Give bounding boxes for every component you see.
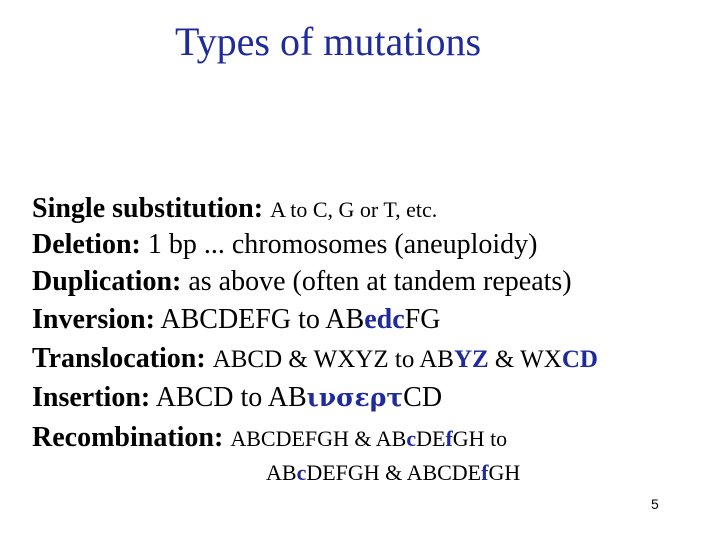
insertion-label: Insertion:: [32, 382, 151, 413]
inversion-highlight: edc: [364, 304, 405, 335]
recombination-line-1: [32, 424, 507, 452]
duplication-line: [32, 268, 572, 296]
deletion-text: 1 bp ... chromosomes (aneuploidy): [147, 229, 538, 260]
insertion-pre: ABCD to AB: [155, 382, 307, 413]
recombination-l2-b: c: [296, 460, 307, 485]
recombination-l1-b: c: [406, 426, 417, 451]
recombination-l2-a: AB: [266, 460, 297, 485]
duplication-text: as above (often at tandem repeats): [188, 266, 572, 297]
substitution-label: Single substitution:: [32, 193, 264, 224]
inversion-post: FG: [404, 304, 441, 335]
translocation-pre: ABCD & WXYZ to AB: [212, 346, 454, 373]
recombination-l1-a: ABCDEFGH & AB: [230, 426, 407, 451]
recombination-l1-c: DE: [416, 426, 446, 451]
translocation-line: [32, 345, 598, 373]
recombination-l2-c: DEFGH & ABCDE: [306, 460, 482, 485]
recombination-l2-e: GH: [488, 460, 521, 485]
translocation-label: Translocation:: [32, 343, 206, 374]
slide-number: 5: [651, 496, 659, 512]
recombination-l2-d: f: [481, 460, 489, 485]
insertion-line: [32, 384, 442, 412]
inversion-line: [32, 306, 440, 334]
translocation-mid: & WX: [488, 346, 562, 373]
inversion-label: Inversion:: [32, 304, 155, 335]
deletion-label: Deletion:: [32, 229, 141, 260]
inversion-pre: ABCDEFG to AB: [160, 304, 365, 335]
slide-title: Types of mutations: [175, 19, 482, 64]
insertion-post: CD: [403, 382, 443, 413]
deletion-line: [32, 231, 537, 259]
insertion-highlight: ινσερτ: [306, 383, 404, 412]
translocation-hl2: CD: [561, 346, 598, 373]
substitution-text: A to C, G or T, etc.: [270, 197, 438, 222]
recombination-l1-e: GH to: [452, 426, 508, 451]
recombination-label: Recombination:: [32, 422, 224, 453]
recombination-l1-d: f: [445, 426, 453, 451]
translocation-hl1: YZ: [453, 346, 489, 373]
recombination-line-2: [266, 458, 520, 486]
duplication-label: Duplication:: [32, 266, 182, 297]
substitution-line: [32, 195, 437, 223]
